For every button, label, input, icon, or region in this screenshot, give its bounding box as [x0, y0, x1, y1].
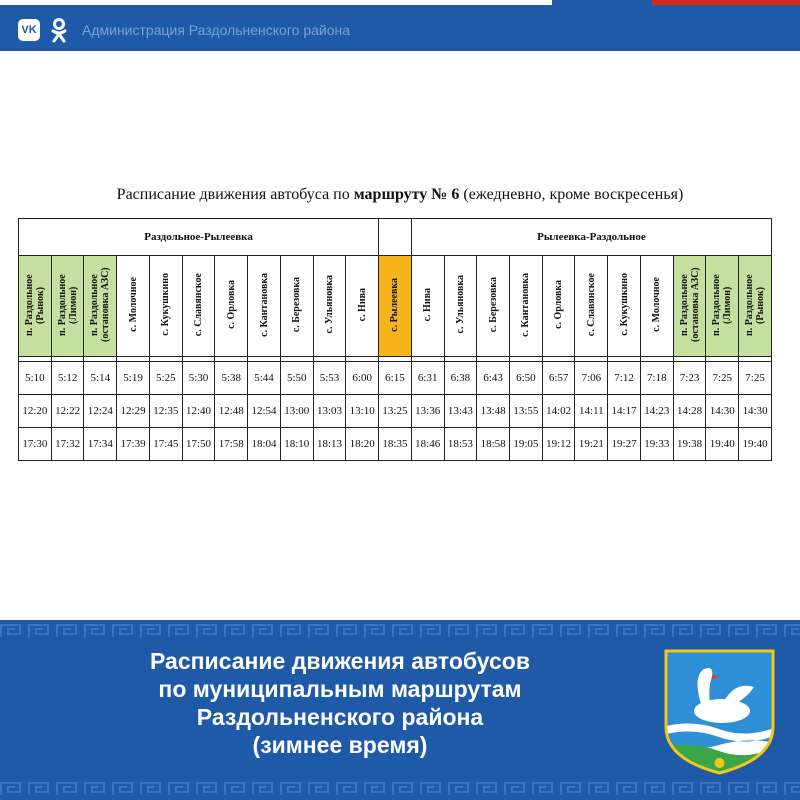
stop-name: с. Орловка: [225, 280, 237, 329]
stop-name: с. Березовка: [291, 276, 303, 333]
stop-name: с. Кукушкино: [618, 273, 630, 336]
time-cell: 5:50: [280, 362, 313, 395]
stop-name: с. Ульяновка: [323, 275, 335, 334]
time-cell: 17:32: [51, 428, 84, 461]
stop-header: [477, 256, 510, 357]
footer-title: [60, 647, 620, 759]
time-cell: 18:35: [379, 428, 412, 461]
stop-name: с. Кукушкино: [160, 273, 172, 336]
coat-of-arms-icon: [662, 647, 777, 777]
time-cell: 14:23: [640, 395, 673, 428]
time-cell: 17:30: [19, 428, 52, 461]
stop-name: п. Раздольное (Лимон): [56, 273, 79, 336]
table-row: [19, 362, 772, 395]
stop-name: п. Раздольное (Лимон): [711, 273, 734, 336]
stop-name: с. Кантановка: [258, 272, 270, 337]
stops-header-row: [19, 256, 772, 357]
time-cell: 18:46: [411, 428, 444, 461]
caption-route: маршруту № 6: [353, 186, 460, 203]
time-cell: 18:10: [280, 428, 313, 461]
time-cell: 6:43: [477, 362, 510, 395]
odnoklassniki-icon[interactable]: [50, 17, 68, 43]
time-cell: 18:13: [313, 428, 346, 461]
time-cell: 18:04: [248, 428, 281, 461]
stop-name: с. Березовка: [487, 276, 499, 333]
time-cell: 19:27: [608, 428, 641, 461]
time-cell: 5:12: [51, 362, 84, 395]
stop-name: с. Молочное: [651, 277, 663, 332]
stop-header: [411, 256, 444, 357]
stop-header: [608, 256, 641, 357]
time-cell: 6:00: [346, 362, 379, 395]
stop-name: п. Раздольное (остановка АЗС): [678, 267, 701, 342]
stop-header: [280, 256, 313, 357]
stop-name: с. Рылеевка: [389, 277, 401, 332]
time-cell: 7:12: [608, 362, 641, 395]
time-cell: 7:18: [640, 362, 673, 395]
time-cell: 14:28: [673, 395, 706, 428]
time-cell: 6:15: [379, 362, 412, 395]
stop-header: [673, 256, 706, 357]
time-cell: 14:30: [706, 395, 739, 428]
time-cell: 5:14: [84, 362, 117, 395]
time-cell: 5:19: [117, 362, 150, 395]
route-back-title: Рылеевка-Раздольное: [411, 219, 771, 256]
time-cell: 12:40: [182, 395, 215, 428]
time-cell: 19:05: [510, 428, 543, 461]
times-body: [19, 362, 772, 461]
time-cell: 6:38: [444, 362, 477, 395]
stop-header: [346, 256, 379, 357]
time-cell: 12:24: [84, 395, 117, 428]
time-cell: 12:54: [248, 395, 281, 428]
time-cell: 19:40: [706, 428, 739, 461]
stop-header: [313, 256, 346, 357]
route-forward-title: Раздольное-Рылеевка: [19, 219, 379, 256]
stop-name: с. Славянское: [585, 272, 597, 337]
time-cell: 5:53: [313, 362, 346, 395]
stop-header: [215, 256, 248, 357]
stop-name: с. Молочное: [127, 277, 139, 332]
time-cell: 13:00: [280, 395, 313, 428]
org-name: Администрация Раздольненского района: [82, 22, 351, 38]
footer-title-line: Расписание движения автобусов: [150, 648, 530, 674]
time-cell: 12:48: [215, 395, 248, 428]
route-header-row: [19, 219, 772, 256]
time-cell: 14:02: [542, 395, 575, 428]
footer-title-line: по муниципальным маршрутам: [158, 676, 522, 702]
stop-name: с. Нива: [356, 287, 368, 322]
caption-prefix: Расписание движения автобуса по: [116, 186, 354, 203]
time-cell: 14:30: [739, 395, 772, 428]
stop-header: [149, 256, 182, 357]
stop-header: [706, 256, 739, 357]
stop-name: п. Раздольное (остановка АЗС): [89, 267, 112, 342]
time-cell: 7:25: [706, 362, 739, 395]
time-cell: 18:53: [444, 428, 477, 461]
time-cell: 17:45: [149, 428, 182, 461]
time-cell: 6:57: [542, 362, 575, 395]
stop-header: [182, 256, 215, 357]
time-cell: 12:20: [19, 395, 52, 428]
route-spacer-cell: [379, 219, 412, 256]
time-cell: 18:20: [346, 428, 379, 461]
schedule-caption: [18, 186, 782, 204]
time-cell: 19:38: [673, 428, 706, 461]
time-cell: 19:21: [575, 428, 608, 461]
time-cell: 13:55: [510, 395, 543, 428]
time-cell: 14:11: [575, 395, 608, 428]
stop-header: [444, 256, 477, 357]
time-cell: 7:23: [673, 362, 706, 395]
stop-header: [510, 256, 543, 357]
vk-icon[interactable]: VK: [18, 19, 40, 41]
time-cell: 13:48: [477, 395, 510, 428]
stop-header: [51, 256, 84, 357]
schedule-table: [18, 218, 772, 461]
time-cell: 19:40: [739, 428, 772, 461]
time-cell: 5:30: [182, 362, 215, 395]
stop-name: с. Ульяновка: [454, 275, 466, 334]
time-cell: 13:25: [379, 395, 412, 428]
top-bar: [0, 5, 800, 51]
time-cell: 18:58: [477, 428, 510, 461]
stop-header: [542, 256, 575, 357]
stop-name: п. Раздольное (Рынок): [23, 273, 46, 336]
meander-pattern: [0, 624, 800, 638]
table-row: [19, 395, 772, 428]
stop-header: [117, 256, 150, 357]
time-cell: 13:43: [444, 395, 477, 428]
time-cell: 17:34: [84, 428, 117, 461]
caption-suffix: (ежедневно, кроме воскресенья): [459, 186, 684, 203]
stop-header: [379, 256, 412, 357]
time-cell: 5:25: [149, 362, 182, 395]
meander-pattern: [0, 782, 800, 796]
stop-name: с. Кантановка: [520, 272, 532, 337]
stop-header: [739, 256, 772, 357]
time-cell: 14:17: [608, 395, 641, 428]
stop-header: [19, 256, 52, 357]
time-cell: 19:33: [640, 428, 673, 461]
time-cell: 12:35: [149, 395, 182, 428]
time-cell: 5:38: [215, 362, 248, 395]
stop-header: [84, 256, 117, 357]
table-row: [19, 428, 772, 461]
time-cell: 5:10: [19, 362, 52, 395]
stop-header: [640, 256, 673, 357]
time-cell: 17:50: [182, 428, 215, 461]
time-cell: 13:03: [313, 395, 346, 428]
time-cell: 13:10: [346, 395, 379, 428]
time-cell: 6:50: [510, 362, 543, 395]
footer-title-line: (зимнее время): [252, 732, 428, 758]
time-cell: 17:39: [117, 428, 150, 461]
stop-header: [248, 256, 281, 357]
stop-name: п. Раздольное (Рынок): [744, 273, 767, 336]
stop-name: с. Нива: [422, 287, 434, 322]
stop-name: с. Орловка: [553, 280, 565, 329]
stop-name: с. Славянское: [193, 272, 205, 337]
time-cell: 6:31: [411, 362, 444, 395]
time-cell: 7:25: [739, 362, 772, 395]
time-cell: 5:44: [248, 362, 281, 395]
time-cell: 19:12: [542, 428, 575, 461]
time-cell: 17:58: [215, 428, 248, 461]
footer-title-line: Раздольненского района: [196, 704, 484, 730]
time-cell: 12:22: [51, 395, 84, 428]
time-cell: 13:36: [411, 395, 444, 428]
time-cell: 7:06: [575, 362, 608, 395]
time-cell: 12:29: [117, 395, 150, 428]
stop-header: [575, 256, 608, 357]
